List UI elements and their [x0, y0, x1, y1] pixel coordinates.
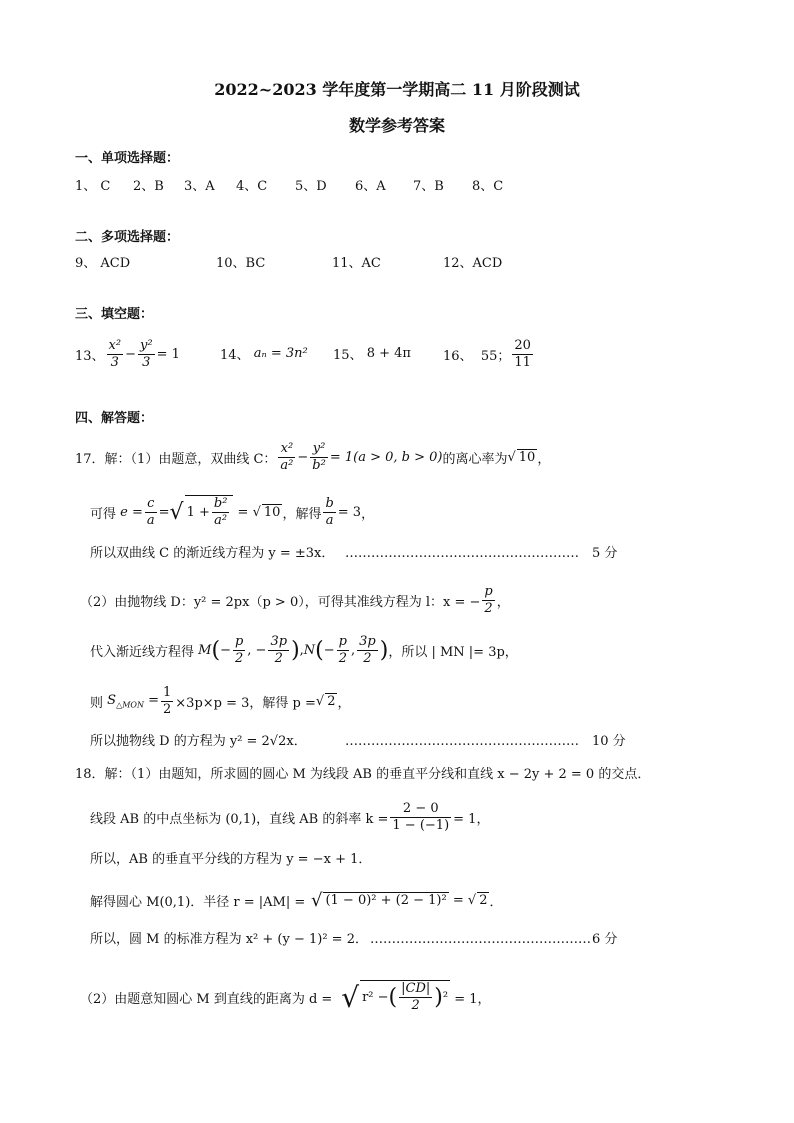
p18-line4: 解得圆心 M(0,1)．半径 r = |AM| = √ (1 − 0)² + (2 − 1)² = √ 2 ． — [90, 889, 503, 911]
answer-11: 11、AC — [332, 256, 381, 271]
answer-5: 5、D — [295, 179, 327, 194]
answer-1: 1、 C — [75, 179, 111, 194]
answer-6: 6、A — [355, 179, 386, 194]
section-single-choice: 一、单项选择题： — [75, 151, 180, 166]
p18-line2: 线段 AB 的中点坐标为 (0,1)，直线 AB 的斜率 k = $\frac{2 - 0}{1 - (-1)}$ = 1， — [90, 800, 490, 833]
section-solutions: 四、解答题： — [75, 411, 154, 426]
answer-3: 3、A — [184, 179, 215, 194]
answer-16: 16、 55； $\frac{20}{11}$ — [443, 337, 531, 370]
answer-13: 13、 $\frac{\text{x²}}{3}$ − $\frac{\text{y²}}{3}$ = 1 — [75, 337, 180, 370]
p18-line3: 所以，AB 的垂直平分线的方程为 y = −x + 1． — [90, 852, 372, 867]
page-title: 2022~2023 学年度第一学期高二 11 月阶段测试 — [214, 80, 580, 99]
section-fill-blank: 三、填空题： — [75, 307, 154, 322]
answer-8: 8、C — [472, 179, 504, 194]
answer-4: 4、C — [236, 179, 268, 194]
dot-leader: ……………………………………………… — [345, 734, 579, 749]
p17-line5: 代入渐近线方程得 M ( − $\frac{p}{2}$ , − $\frac{3p}{2}$ ) , N ( − $\frac{p}{2}$ , $\frac{3p}{2}$ ) ，所以 | MN |= 3p， — [90, 633, 518, 666]
dot-leader: …………………………………………… — [370, 932, 591, 947]
page-subtitle: 数学参考答案 — [348, 116, 445, 135]
p17-line3: 所以双曲线 C 的渐近线方程为 y = ±3x． — [90, 546, 335, 561]
p17-line2: 可得 e = $\frac{c}{a}$ = √ 1 + $\frac{\text{b²}}{\text{a²}}$ = √ 10 ，解得 $\frac{b}{a}$ = 3 ， — [90, 495, 375, 528]
answer-12: 12、ACD — [443, 256, 503, 271]
p17-line7: 所以抛物线 D 的方程为 y² = 2√2x． — [90, 734, 307, 749]
answer-10: 10、BC — [216, 256, 266, 271]
answer-15: 15、 8 + 4π — [333, 346, 411, 363]
answer-14: 14、 aₙ = 3n² — [220, 346, 308, 363]
answer-2: 2、B — [133, 179, 164, 194]
answer-7: 7、B — [413, 179, 444, 194]
p17-score1: 5 分 — [592, 546, 618, 561]
section-multi-choice: 二、多项选择题： — [75, 230, 180, 245]
p18-line6: （2）由题意知圆心 M 到直线的距离为 d = √ r² − ( $\frac{|CD|}{2}$ ) ² = 1， — [80, 980, 491, 1014]
p18-line1: 18．解：（1）由题知，所求圆的圆心 M 为线段 AB 的垂直平分线和直线 x − 2y + 2 = 0 的交点． — [75, 767, 651, 782]
p17-line4: （2）由抛物线 D：y² = 2px（p > 0），可得其准线方程为 l：x = − $\frac{p}{2}$ ， — [80, 583, 510, 616]
p17-line6: 则 $S_{\triangle MON}$ = $\frac{1}{2}$ ×3p×p = 3，解得 p = √ 2 ， — [90, 684, 351, 717]
dot-leader: ……………………………………………… — [345, 546, 579, 561]
p18-line5: 所以，圆 M 的标准方程为 x² + (y − 1)² = 2． — [90, 932, 368, 947]
answer-9: 9、 ACD — [75, 256, 131, 271]
p18-score1: 6 分 — [592, 932, 618, 947]
p17-score2: 10 分 — [592, 734, 626, 749]
p17-line1: 17．解：（1）由题意，双曲线 C： $\frac{\text{x²}}{\text{a²}}$ − $\frac{\text{y²}}{\text{b²}}$ = 1(a > 0, b > 0) 的离心率为 √ 10 ， — [75, 440, 551, 473]
